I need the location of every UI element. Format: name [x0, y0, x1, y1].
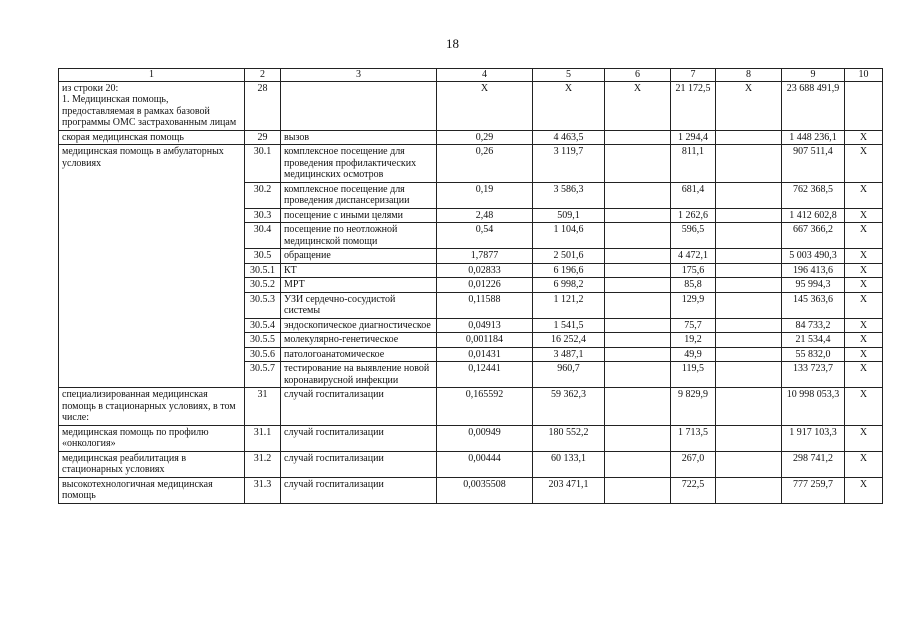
table-cell: 0,11588 — [437, 292, 533, 318]
table-cell — [605, 223, 671, 249]
table-cell: Х — [845, 333, 883, 348]
table-cell — [605, 333, 671, 348]
table-cell: 119,5 — [671, 362, 716, 388]
table-cell: 0,01226 — [437, 278, 533, 293]
table-cell: 811,1 — [671, 145, 716, 183]
table-cell: 28 — [245, 81, 281, 130]
table-cell: 85,8 — [671, 278, 716, 293]
table-cell: Х — [845, 182, 883, 208]
table-cell: 3 487,1 — [533, 347, 605, 362]
table-cell — [605, 249, 671, 264]
table-cell — [605, 130, 671, 145]
table-cell: 1 104,6 — [533, 223, 605, 249]
table-cell: случай госпитализации — [281, 477, 437, 503]
table-cell: 23 688 491,9 — [782, 81, 845, 130]
table-cell: 30.5.4 — [245, 318, 281, 333]
table-cell — [716, 388, 782, 426]
table-cell — [605, 425, 671, 451]
table-cell: случай госпитализации — [281, 425, 437, 451]
table-cell: 16 252,4 — [533, 333, 605, 348]
table-cell — [716, 130, 782, 145]
table-cell — [605, 347, 671, 362]
table-cell: 6 196,6 — [533, 263, 605, 278]
table-cell — [716, 223, 782, 249]
table-row — [59, 425, 883, 451]
table-cell: 75,7 — [671, 318, 716, 333]
table-cell: 1 412 602,8 — [782, 208, 845, 223]
table-cell: эндоскопическое диагностическое — [281, 318, 437, 333]
table-cell — [605, 318, 671, 333]
table-cell: 31.3 — [245, 477, 281, 503]
table-cell: Х — [845, 477, 883, 503]
table-cell: посещение по неотложной медицинской помощи — [281, 223, 437, 249]
table-row — [59, 477, 883, 503]
table-header-row — [59, 69, 883, 82]
table-cell — [716, 477, 782, 503]
table-cell: 55 832,0 — [782, 347, 845, 362]
table-cell: 0,54 — [437, 223, 533, 249]
table-cell: Х — [845, 388, 883, 426]
table-cell — [716, 278, 782, 293]
column-number-header: 7 — [671, 69, 716, 82]
table-cell — [605, 278, 671, 293]
table-cell: 1 713,5 — [671, 425, 716, 451]
table-cell — [716, 451, 782, 477]
table-cell: Х — [845, 145, 883, 183]
table-cell: 762 368,5 — [782, 182, 845, 208]
table-cell: 95 994,3 — [782, 278, 845, 293]
table-cell: 30.5.1 — [245, 263, 281, 278]
table-cell: 0,26 — [437, 145, 533, 183]
table-row — [59, 81, 883, 130]
table-cell: 30.5 — [245, 249, 281, 264]
column-number-header: 9 — [782, 69, 845, 82]
table-cell: 3 586,3 — [533, 182, 605, 208]
table-cell: 0,165592 — [437, 388, 533, 426]
table-cell: Х — [845, 223, 883, 249]
table-cell — [605, 477, 671, 503]
column-number-header: 6 — [605, 69, 671, 82]
table-cell — [716, 263, 782, 278]
table-cell: 29 — [245, 130, 281, 145]
table-cell — [716, 249, 782, 264]
table-cell — [716, 208, 782, 223]
table-cell: 1 294,4 — [671, 130, 716, 145]
table-cell: 30.2 — [245, 182, 281, 208]
table-cell — [716, 347, 782, 362]
table-cell: 2,48 — [437, 208, 533, 223]
table-cell: 1 121,2 — [533, 292, 605, 318]
page-number: 18 — [446, 36, 459, 51]
table-cell: медицинская реабилитация в стационарных условиях — [59, 451, 245, 477]
table-cell: 9 829,9 — [671, 388, 716, 426]
table-cell: случай госпитализации — [281, 451, 437, 477]
table-cell: 19,2 — [671, 333, 716, 348]
table-cell — [716, 292, 782, 318]
table-cell: 49,9 — [671, 347, 716, 362]
table-cell: 180 552,2 — [533, 425, 605, 451]
table-cell: 6 998,2 — [533, 278, 605, 293]
table-cell: 21 534,4 — [782, 333, 845, 348]
table-cell: МРТ — [281, 278, 437, 293]
table-cell: комплексное посещение для проведения профилактических медицинских осмотров — [281, 145, 437, 183]
table-cell: 667 366,2 — [782, 223, 845, 249]
table-cell: 0,04913 — [437, 318, 533, 333]
table-cell: 907 511,4 — [782, 145, 845, 183]
table-cell: УЗИ сердечно-сосудистой системы — [281, 292, 437, 318]
table-cell: 1 448 236,1 — [782, 130, 845, 145]
column-number-header: 8 — [716, 69, 782, 82]
table-cell: 175,6 — [671, 263, 716, 278]
table-cell: КТ — [281, 263, 437, 278]
table-cell: 777 259,7 — [782, 477, 845, 503]
table-cell: 30.1 — [245, 145, 281, 183]
table-cell — [716, 318, 782, 333]
table-cell: 60 133,1 — [533, 451, 605, 477]
table-cell: Х — [845, 347, 883, 362]
table-cell: посещение с иными целями — [281, 208, 437, 223]
table-cell: 960,7 — [533, 362, 605, 388]
table-cell: вызов — [281, 130, 437, 145]
table-cell — [605, 145, 671, 183]
column-number-header: 10 — [845, 69, 883, 82]
table-cell: 722,5 — [671, 477, 716, 503]
table-cell: 196 413,6 — [782, 263, 845, 278]
table-cell: 31.2 — [245, 451, 281, 477]
table-cell: 267,0 — [671, 451, 716, 477]
table-cell: 30.3 — [245, 208, 281, 223]
table-cell: 509,1 — [533, 208, 605, 223]
table-cell: Х — [605, 81, 671, 130]
column-number-header: 4 — [437, 69, 533, 82]
table-row — [59, 130, 883, 145]
table-cell: 1,7877 — [437, 249, 533, 264]
table-cell: 0,01431 — [437, 347, 533, 362]
table-cell: 1 541,5 — [533, 318, 605, 333]
table-cell — [605, 451, 671, 477]
table-cell: 129,9 — [671, 292, 716, 318]
table-cell: Х — [845, 362, 883, 388]
table-cell: тестирование на выявление новой коронавирусной инфекции — [281, 362, 437, 388]
table-cell: 0,29 — [437, 130, 533, 145]
table-cell: Х — [845, 263, 883, 278]
table-cell: медицинская помощь по профилю «онкология» — [59, 425, 245, 451]
table-cell: обращение — [281, 249, 437, 264]
table-body — [59, 81, 883, 503]
table-cell — [716, 182, 782, 208]
column-number-header: 3 — [281, 69, 437, 82]
table-cell: 4 463,5 — [533, 130, 605, 145]
table-cell: 30.5.7 — [245, 362, 281, 388]
table-cell: 30.5.3 — [245, 292, 281, 318]
table-cell: 30.5.6 — [245, 347, 281, 362]
table-cell: 4 472,1 — [671, 249, 716, 264]
table-cell: медицинская помощь в амбулаторных условиях — [59, 145, 245, 388]
table-cell: специализированная медицинская помощь в стационарных условиях, в том числе: — [59, 388, 245, 426]
table-cell: 59 362,3 — [533, 388, 605, 426]
table-cell: 30.4 — [245, 223, 281, 249]
table-cell: патологоанатомическое — [281, 347, 437, 362]
table-cell: комплексное посещение для проведения диспансеризации — [281, 182, 437, 208]
table-row — [59, 145, 883, 183]
table-cell — [605, 362, 671, 388]
column-number-header: 2 — [245, 69, 281, 82]
table-cell: 681,4 — [671, 182, 716, 208]
column-number-header: 5 — [533, 69, 605, 82]
table-cell: Х — [437, 81, 533, 130]
table-cell: 31.1 — [245, 425, 281, 451]
table-cell: 0,19 — [437, 182, 533, 208]
table-cell — [605, 263, 671, 278]
table-cell: Х — [533, 81, 605, 130]
table-cell: Х — [845, 278, 883, 293]
table-cell — [716, 333, 782, 348]
table-cell: 5 003 490,3 — [782, 249, 845, 264]
table-cell: 298 741,2 — [782, 451, 845, 477]
table-cell — [716, 145, 782, 183]
table-cell: Х — [845, 292, 883, 318]
table-cell: Х — [845, 130, 883, 145]
table-cell: Х — [845, 208, 883, 223]
table-cell: 0,12441 — [437, 362, 533, 388]
table-cell: Х — [845, 318, 883, 333]
table-cell: 145 363,6 — [782, 292, 845, 318]
table-cell: 30.5.2 — [245, 278, 281, 293]
table-row — [59, 388, 883, 426]
table-cell: 203 471,1 — [533, 477, 605, 503]
table-cell — [605, 292, 671, 318]
table-cell: из строки 20: 1. Медицинская помощь, предоставляемая в рамках базовой программы ОМС застрахованным лицам — [59, 81, 245, 130]
table-cell: Х — [716, 81, 782, 130]
table-cell: 596,5 — [671, 223, 716, 249]
table-row — [59, 451, 883, 477]
table-cell — [845, 81, 883, 130]
table-cell: Х — [845, 249, 883, 264]
table-cell: 1 917 103,3 — [782, 425, 845, 451]
table-cell: 21 172,5 — [671, 81, 716, 130]
table-cell: молекулярно-генетическое — [281, 333, 437, 348]
financing-table — [58, 68, 883, 504]
table-cell: 2 501,6 — [533, 249, 605, 264]
table-cell — [716, 362, 782, 388]
table-cell — [605, 182, 671, 208]
table-header — [59, 69, 883, 82]
table-cell: 10 998 053,3 — [782, 388, 845, 426]
table-cell: 133 723,7 — [782, 362, 845, 388]
table-cell: случай госпитализации — [281, 388, 437, 426]
table-cell — [605, 388, 671, 426]
table-cell: 30.5.5 — [245, 333, 281, 348]
table-cell: Х — [845, 425, 883, 451]
table-cell: 0,02833 — [437, 263, 533, 278]
table-cell — [605, 208, 671, 223]
table-cell: 0,00444 — [437, 451, 533, 477]
table-cell: скорая медицинская помощь — [59, 130, 245, 145]
table-cell: 31 — [245, 388, 281, 426]
table-cell — [281, 81, 437, 130]
table-cell: 0,00949 — [437, 425, 533, 451]
table-cell: Х — [845, 451, 883, 477]
column-number-header: 1 — [59, 69, 245, 82]
table-cell: 84 733,2 — [782, 318, 845, 333]
table-cell — [716, 425, 782, 451]
table-cell: 0,0035508 — [437, 477, 533, 503]
table-cell: 0,001184 — [437, 333, 533, 348]
table-cell: 3 119,7 — [533, 145, 605, 183]
table-cell: высокотехнологичная медицинская помощь — [59, 477, 245, 503]
table-cell: 1 262,6 — [671, 208, 716, 223]
